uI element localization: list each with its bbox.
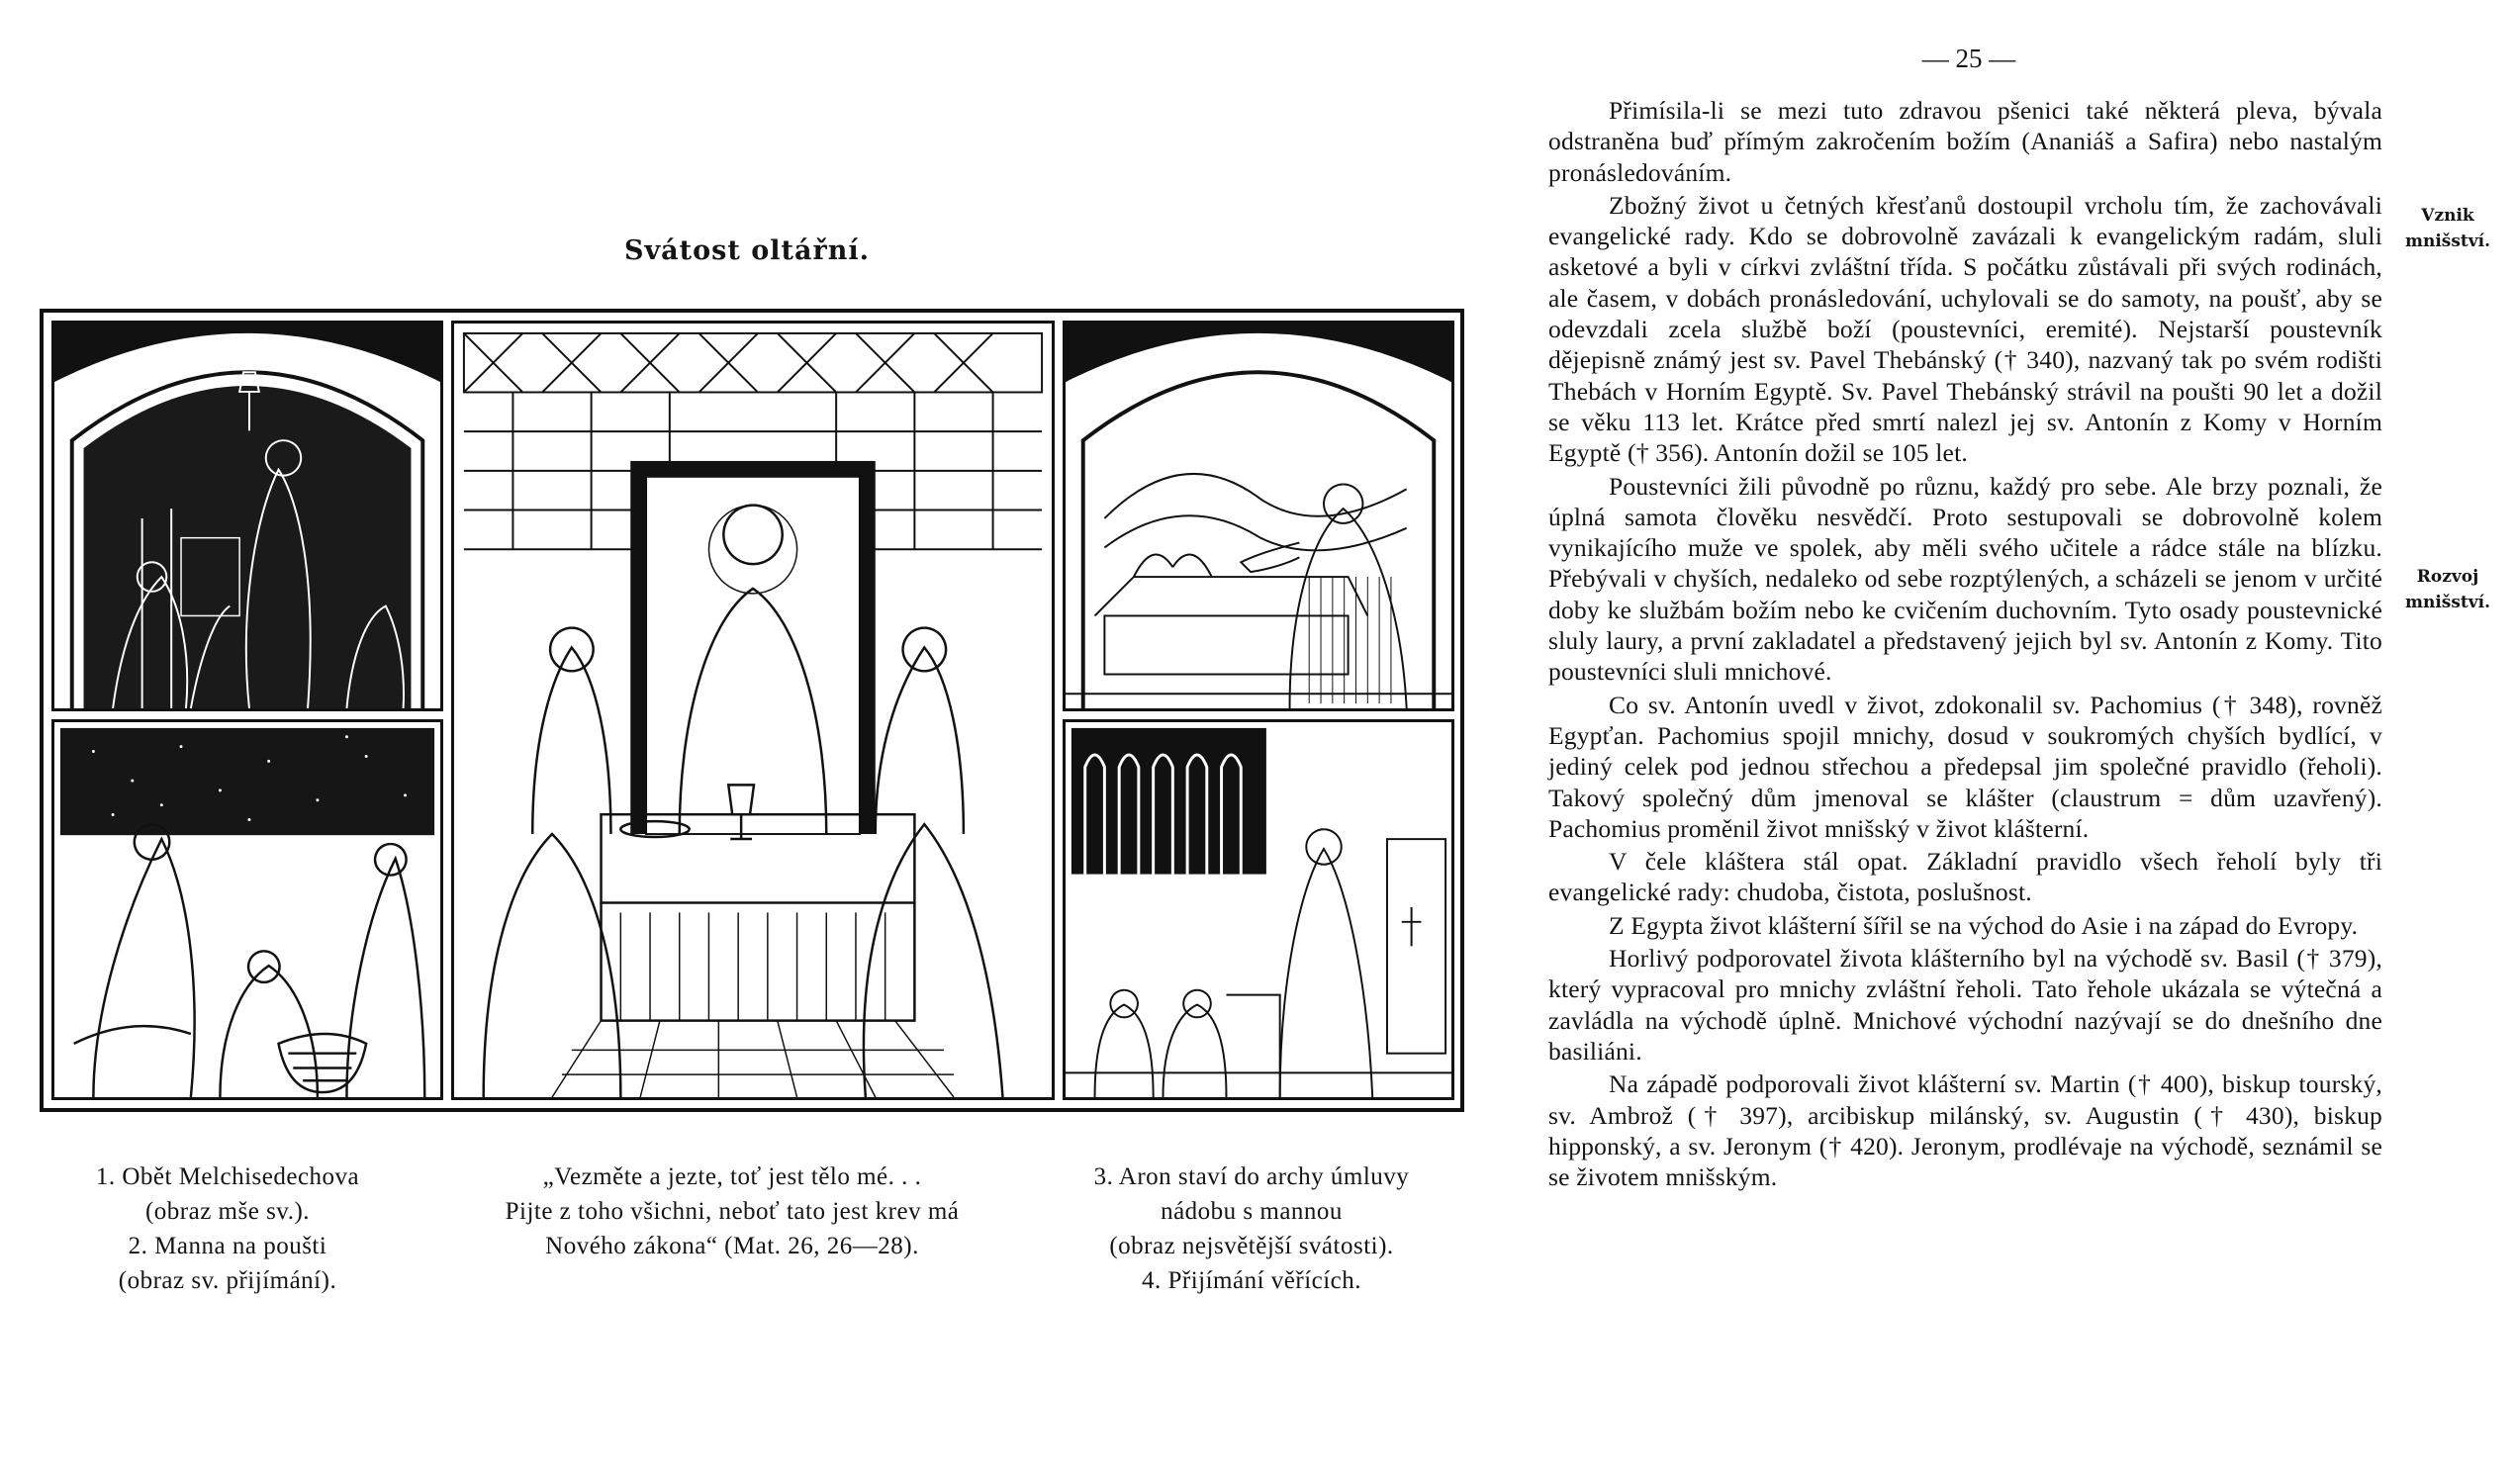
- caption-line: (obraz sv. přijímání).: [118, 1267, 337, 1294]
- caption-line: (obraz nejsvětější svátosti).: [1109, 1233, 1394, 1259]
- page-number: — 25 —: [1921, 44, 2016, 73]
- paragraph: Přimísila-li se mezi tuto zdravou pšenici také některá pleva, bývala odstraněna buď přímým zakročením božím (Ananiáš a Safira) nebo nastalým pronásledováním.: [1548, 96, 2382, 187]
- caption-line: (obraz mše sv.).: [144, 1198, 311, 1225]
- illustration-aaron-ark: [1063, 321, 1454, 711]
- marginal-note-development: [2392, 564, 2503, 615]
- illustration-communion: [1063, 719, 1454, 1100]
- caption-line: Pijte z toho všichni, neboť tato jest krev má: [505, 1198, 960, 1225]
- caption-line: Nového zákona“ (Mat. 26, 26—28).: [545, 1233, 919, 1259]
- paragraph: Poustevníci žili původně po různu, každý pro sebe. Ale brzy poznali, že úplná samota člověku nesvědčí. Proto sestupovali se dobrovolně kolem vynikajícího muže ve spolek, aby měli svého učitele a rádce stále na blízku. Přebývali v chyších, nedaleko od sebe rozptýlených, a scházeli se jenom v určité doby ke službám božím nebo ke cvičením duchovním. Tyto osady poustevnické sluly laury, a první zakladatel a představený jejich byl sv. Antonín z Komy. Tito poustevníci sluli mnichové.: [1548, 471, 2382, 687]
- paragraph: Co sv. Antonín uvedl v život, zdokonalil sv. Pachomius († 348), rovněž Egypťan. Pachomius spojil mnichy, dosud v soukromých chyších bydlící, v jediný celek pod jednou střechou a předepsal jim společné pravidlo (řeholi). Takový společný dům jmenoval se klášter (claustrum = dům uzavřený). Pachomius proměnil život mnišský v život klášterní.: [1548, 690, 2382, 843]
- caption-center: [435, 1159, 1029, 1263]
- illustration-manna: [51, 719, 443, 1100]
- right-page: [1484, 0, 2514, 1484]
- plate-title: Svátost oltářní.: [624, 235, 870, 266]
- body-text: [1548, 95, 2382, 1194]
- marginal-note-origin: [2392, 203, 2503, 254]
- caption-right: [1054, 1159, 1449, 1298]
- paragraph: Zbožný život u četných křesťanů dostoupil vrcholu tím, že zachovávali evangelické rady. Kdo se dobrovolně zavázali k evangelickým radám, sluli asketové a byli v církvi zvláštní třída. S počátku zůstávali při svých rodinách, ale časem, v dobách pronásledování, uchylovali se do samoty, na poušť, aby se odevzdali zcela službě boží (poustevníci, eremité). Nejstarší poustevník dějepisně známý jest sv. Pavel Thebánský († 340), nazvaný tak po svém rodišti Thebách v Horním Egyptě. Sv. Pavel Thebánský strávil na poušti 90 let a dožil se věku 113 let. Krátce před smrtí nalezl jej sv. Antonín z Komy v Horním Egyptě († 356). Antonín dožil se 105 let.: [1548, 190, 2382, 468]
- caption-line: nádobu s mannou: [1161, 1198, 1343, 1225]
- marginal-line: Rozvoj: [2416, 567, 2479, 587]
- paragraph: Na západě podporovali život klášterní sv. Martin († 400), biskup tourský, sv. Ambrož († 397), arcibiskup milánský, sv. Augustin († 430), biskup hipponský, a sv. Jeronym († 420). Jeronym, prodlévaje na východě, seznámil se se životem mnišským.: [1548, 1069, 2382, 1192]
- illustration-melchisedech: [51, 321, 443, 711]
- illustration-plate: [40, 309, 1464, 1112]
- caption-line: „Vezměte a jezte, toť jest tělo mé. . .: [542, 1163, 922, 1190]
- illustration-last-supper: [451, 321, 1055, 1100]
- marginal-line: mnišství.: [2404, 232, 2491, 251]
- caption-line: 3. Aron staví do archy úmluvy: [1093, 1163, 1410, 1190]
- paragraph: Horlivý podporovatel života klášterního byl na východě sv. Basil († 379), který vypracoval pro mnichy zvláštní řeholi. Tato řehole ukázala se výtečná a zavládla na východě úplně. Mnichové východní nazývají se do dnešního dne basiliáni.: [1548, 944, 2382, 1066]
- caption-line: 2. Manna na poušti: [128, 1233, 327, 1259]
- caption-left: [49, 1159, 406, 1298]
- paragraph: Z Egypta život klášterní šířil se na východ do Asie i na západ do Evropy.: [1609, 910, 2359, 940]
- paragraph: V čele kláštera stál opat. Základní pravidlo všech řeholí byly tři evangelické rady: chudoba, čistota, poslušnost.: [1548, 847, 2382, 907]
- marginal-line: mnišství.: [2404, 593, 2491, 612]
- marginal-line: Vznik: [2421, 206, 2474, 226]
- caption-line: 1. Obět Melchisedechova: [95, 1163, 360, 1190]
- caption-line: 4. Přijímání věřících.: [1141, 1267, 1362, 1294]
